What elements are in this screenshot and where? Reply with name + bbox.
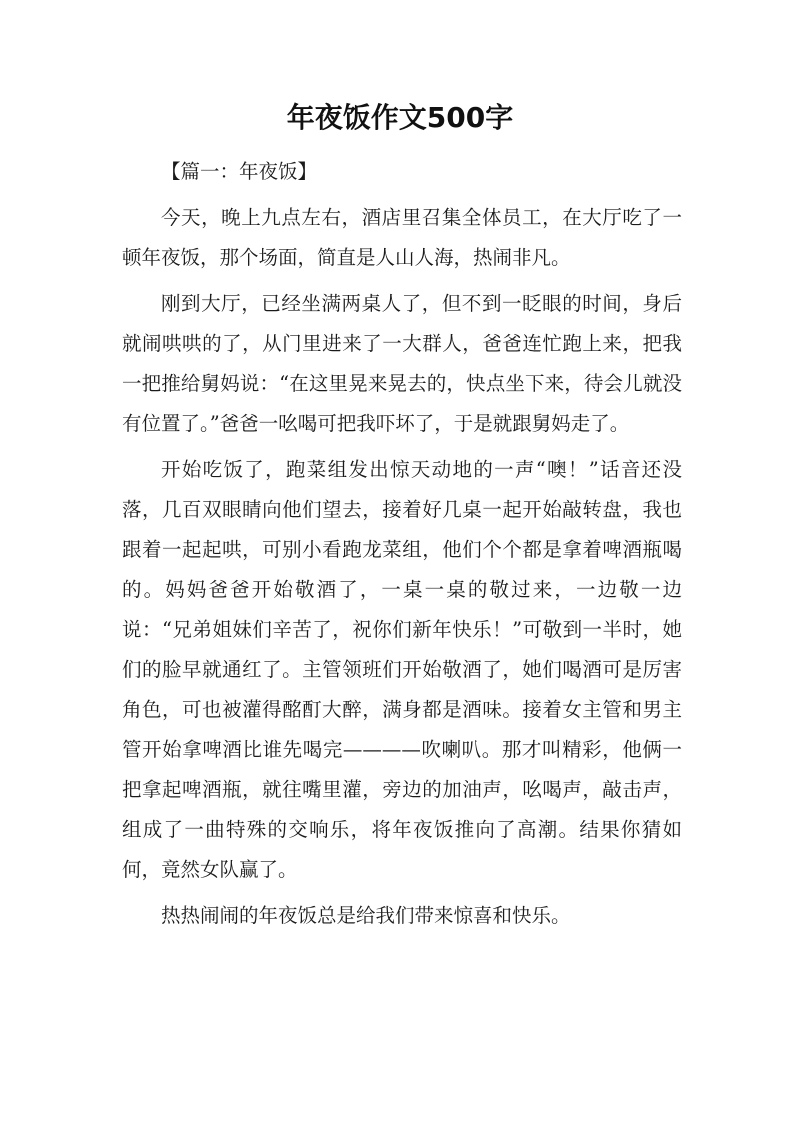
section-heading: 【篇一：年夜饭】 <box>161 160 318 183</box>
paragraph-3: 开始吃饭了，跑菜组发出惊天动地的一声“噢！”话音还没落，几百双眼睛向他们望去，接着好几桌一起开始敲转盘，我也跟着一起起哄，可别小看跑龙菜组，他们个个都是拿着啤酒瓶喝的。妈妈爸爸开始敬酒了，一桌一桌的敬过来，一边敬一边说：“兄弟姐妹们辛苦了，祝你们新年快乐！”可敬到一半时，她们的脸早就通红了。主管领班们开始敬酒了，她们喝酒可是厉害角色，可也被灌得酩酊大醉，满身都是酒味。接着女主管和男主管开始拿啤酒比谁先喝完————吹喇叭。那才叫精彩，他俩一把拿起啤酒瓶，就往嘴里灌，旁边的加油声，吆喝声，敲击声，组成了一曲特殊的交响乐，将年夜饭推向了高潮。结果你猜如何，竟然女队赢了。 <box>122 458 682 881</box>
paragraph-1: 今天，晚上九点左右，酒店里召集全体员工，在大厅吃了一顿年夜饭，那个场面，简直是人山人海，热闹非凡。 <box>122 206 682 269</box>
paragraph-4: 热热闹闹的年夜饭总是给我们带来惊喜和快乐。 <box>161 904 571 927</box>
document-body <box>122 152 682 936</box>
paragraph-2: 刚到大厅，已经坐满两桌人了，但不到一眨眼的时间，身后就闹哄哄的了，从门里进来了一大群人，爸爸连忙跑上来，把我一把推给舅妈说：“在这里晃来晃去的，快点坐下来，待会儿就没有位置了。”爸爸一吆喝可把我吓坏了，于是就跟舅妈走了。 <box>122 292 682 435</box>
document-title: 年夜饭作文500字 <box>286 101 514 134</box>
